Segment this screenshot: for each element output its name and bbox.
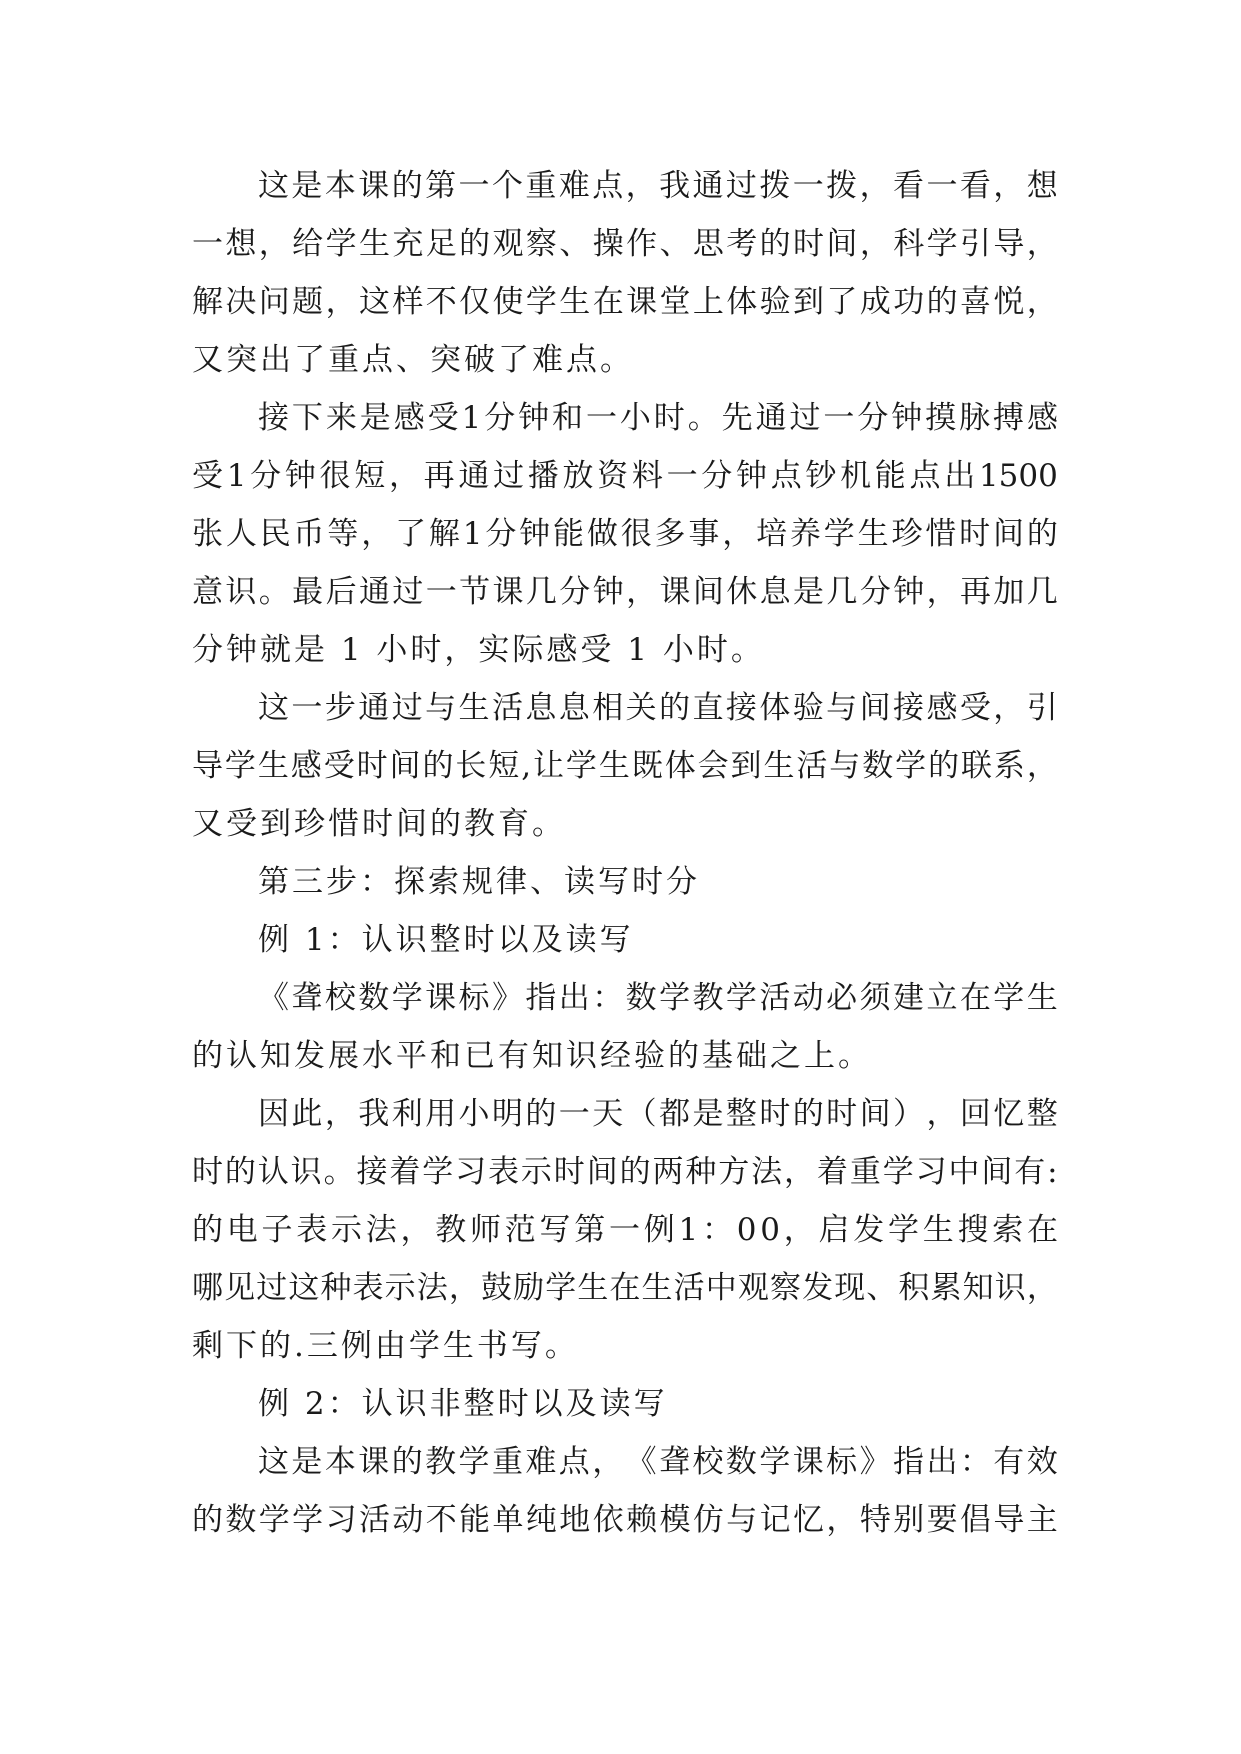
text-line: 哪 见 过 这 种 表 示 法 ， 鼓 励 学 生 在 生 活 中 观 察 发 现 、 积 累 知 识 ， bbox=[192, 1270, 1058, 1306]
text-line: 导 学 生 感 受 时 间 的 长 短 , 让 学 生 既 体 会 到 生 活 与 数 学 的 联 系 ， bbox=[192, 748, 1058, 784]
text-line: 例 2：认识非整时以及读写 bbox=[258, 1386, 668, 1422]
text-line: 这 一 步 通 过 与 生 活 息 息 相 关 的 直 接 体 验 与 间 接 感 受 ， 引 bbox=[258, 690, 1058, 726]
text-line: 这 是 本 课 的 第 一 个 重 难 点 ， 我 通 过 拨 一 拨 ， 看 一 看 ， 想 bbox=[258, 168, 1058, 204]
document-body bbox=[192, 157, 1058, 1549]
text-line: 接 下 来 是 感 受 1 分 钟 和 一 小 时 。 先 通 过 一 分 钟 摸 脉 搏 感 bbox=[258, 400, 1058, 436]
text-line: 的 数 学 学 习 活 动 不 能 单 纯 地 依 赖 模 仿 与 记 忆 ， 特 别 要 倡 导 主 bbox=[192, 1502, 1058, 1538]
text-line: 解 决 问 题 ， 这 样 不 仅 使 学 生 在 课 堂 上 体 验 到 了 成 功 的 喜 悦 ， bbox=[192, 284, 1058, 320]
text-line: 又突出了重点、突破了难点。 bbox=[192, 342, 634, 378]
text-line: 因 此 ， 我 利 用 小 明 的 一 天 （ 都 是 整 时 的 时 间 ） ， 回 忆 整 bbox=[258, 1096, 1058, 1132]
text-line: 一 想 ， 给 学 生 充 足 的 观 察 、 操 作 、 思 考 的 时 间 ， 科 学 引 导 ， bbox=[192, 226, 1058, 262]
text-line: 意 识 。 最 后 通 过 一 节 课 几 分 钟 ， 课 间 休 息 是 几 分 钟 ， 再 加 几 bbox=[192, 574, 1058, 610]
text-line: 的认知发展水平和已有知识经验的基础之上。 bbox=[192, 1038, 872, 1074]
text-line: 受 1 分 钟 很 短 ， 再 通 过 播 放 资 料 一 分 钟 点 钞 机 能 点 出 1500 bbox=[192, 458, 1058, 494]
text-line: 张 人 民 币 等 ， 了 解 1 分 钟 能 做 很 多 事 ， 培 养 学 生 珍 惜 时 间 的 bbox=[192, 516, 1058, 552]
text-line: 时 的 认 识 。 接 着 学 习 表 示 时 间 的 两 种 方 法 ， 着 重 学 习 中 间 有 : bbox=[192, 1154, 1058, 1190]
text-line: 第三步：探索规律、读写时分 bbox=[258, 864, 700, 900]
text-line: 又受到珍惜时间的教育。 bbox=[192, 806, 566, 842]
text-line: 剩下的.三例由学生书写。 bbox=[192, 1328, 579, 1364]
text-line: 分钟就是 1 小时，实际感受 1 小时。 bbox=[192, 632, 765, 668]
text-line: 《 聋 校 数 学 课 标 》 指 出 ： 数 学 教 学 活 动 必 须 建 立 在 学 生 bbox=[258, 980, 1058, 1016]
text-line: 例 1：认识整时以及读写 bbox=[258, 922, 634, 958]
text-line: 的 电 子 表 示 法 ， 教 师 范 写 第 一 例 1 ： 0 0 ， 启 发 学 生 搜 索 在 bbox=[192, 1212, 1058, 1248]
text-line: 这 是 本 课 的 教 学 重 难 点 ， 《 聋 校 数 学 课 标 》 指 出 ： 有 效 bbox=[258, 1444, 1058, 1480]
